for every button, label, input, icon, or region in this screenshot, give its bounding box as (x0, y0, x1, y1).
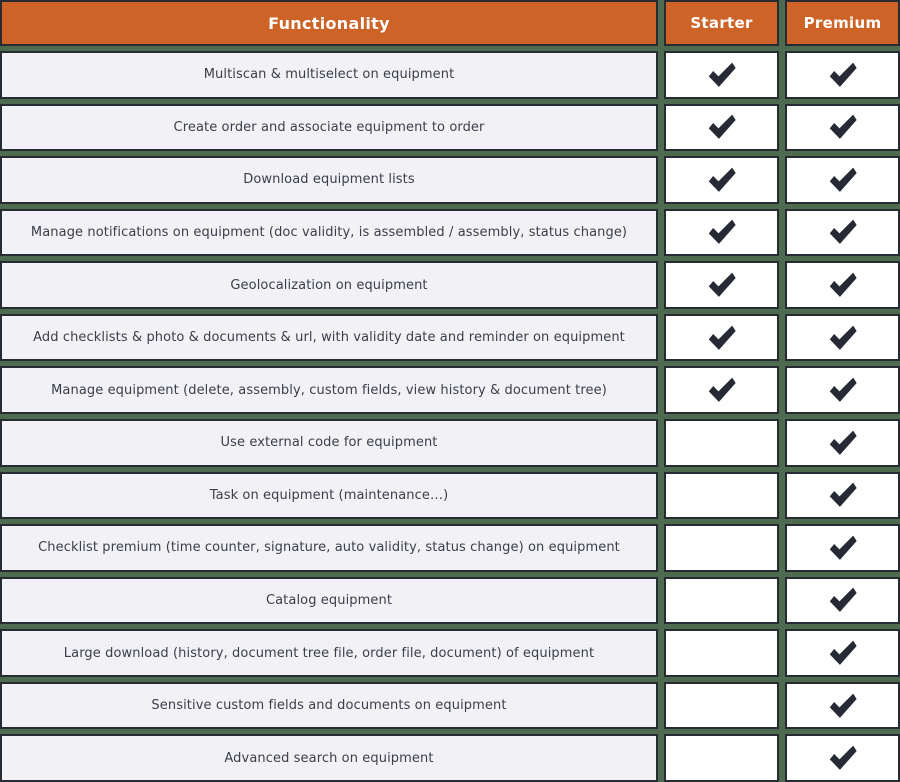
check-icon (707, 219, 737, 245)
feature-label: Manage equipment (delete, assembly, custom fields, view history & document tree) (51, 382, 607, 398)
starter-cell (664, 472, 779, 520)
feature-label: Add checklists & photo & documents & url, with validity date and reminder on equipment (33, 330, 625, 346)
premium-cell (785, 104, 900, 152)
feature-cell (0, 51, 658, 99)
check-icon (828, 640, 858, 666)
premium-cell (785, 734, 900, 782)
starter-cell (664, 734, 779, 782)
feature-label: Task on equipment (maintenance…) (209, 487, 449, 503)
check-icon (828, 745, 858, 771)
feature-label: Manage notifications on equipment (doc validity, is assembled / assembly, status change) (30, 224, 628, 240)
starter-cell (664, 524, 779, 572)
feature-cell (0, 261, 658, 309)
premium-cell (785, 156, 900, 204)
column-header-starter: Starter (664, 0, 779, 46)
feature-label: Advanced search on equipment (224, 750, 434, 766)
check-icon (828, 482, 858, 508)
premium-cell (785, 51, 900, 99)
feature-cell (0, 682, 658, 730)
check-icon (828, 535, 858, 561)
starter-cell (664, 577, 779, 625)
check-icon (828, 114, 858, 140)
premium-cell (785, 682, 900, 730)
feature-cell (0, 629, 658, 677)
feature-cell (0, 314, 658, 362)
premium-cell (785, 577, 900, 625)
feature-cell (0, 524, 658, 572)
feature-label: Checklist premium (time counter, signature, auto validity, status change) on equipment (38, 540, 620, 556)
premium-cell (785, 314, 900, 362)
check-icon (828, 587, 858, 613)
column-header-functionality: Functionality (0, 0, 658, 46)
feature-label: Create order and associate equipment to order (173, 119, 485, 135)
starter-cell (664, 629, 779, 677)
premium-cell (785, 419, 900, 467)
check-icon (828, 430, 858, 456)
check-icon (828, 377, 858, 403)
check-icon (707, 377, 737, 403)
starter-cell (664, 366, 779, 414)
check-icon (828, 272, 858, 298)
premium-cell (785, 472, 900, 520)
check-icon (707, 272, 737, 298)
check-icon (828, 167, 858, 193)
check-icon (828, 219, 858, 245)
check-icon (828, 62, 858, 88)
feature-label: Geolocalization on equipment (230, 277, 428, 293)
feature-cell (0, 577, 658, 625)
feature-label: Catalog equipment (265, 592, 393, 608)
premium-cell (785, 261, 900, 309)
starter-cell (664, 209, 779, 257)
starter-cell (664, 51, 779, 99)
starter-cell (664, 104, 779, 152)
feature-cell (0, 104, 658, 152)
feature-label: Use external code for equipment (220, 435, 438, 451)
check-icon (707, 167, 737, 193)
feature-cell (0, 734, 658, 782)
feature-label: Multiscan & multiselect on equipment (203, 67, 455, 83)
feature-label: Large download (history, document tree file, order file, document) of equipment (63, 645, 595, 661)
check-icon (707, 325, 737, 351)
feature-cell (0, 366, 658, 414)
feature-cell (0, 472, 658, 520)
premium-cell (785, 524, 900, 572)
premium-cell (785, 629, 900, 677)
premium-cell (785, 366, 900, 414)
feature-cell (0, 209, 658, 257)
premium-cell (785, 209, 900, 257)
starter-cell (664, 682, 779, 730)
check-icon (828, 325, 858, 351)
starter-cell (664, 419, 779, 467)
check-icon (707, 114, 737, 140)
check-icon (707, 62, 737, 88)
feature-cell (0, 156, 658, 204)
feature-label: Sensitive custom fields and documents on equipment (151, 698, 507, 714)
feature-label: Download equipment lists (243, 172, 415, 188)
feature-cell (0, 419, 658, 467)
starter-cell (664, 314, 779, 362)
column-header-premium: Premium (785, 0, 900, 46)
starter-cell (664, 261, 779, 309)
check-icon (828, 693, 858, 719)
starter-cell (664, 156, 779, 204)
